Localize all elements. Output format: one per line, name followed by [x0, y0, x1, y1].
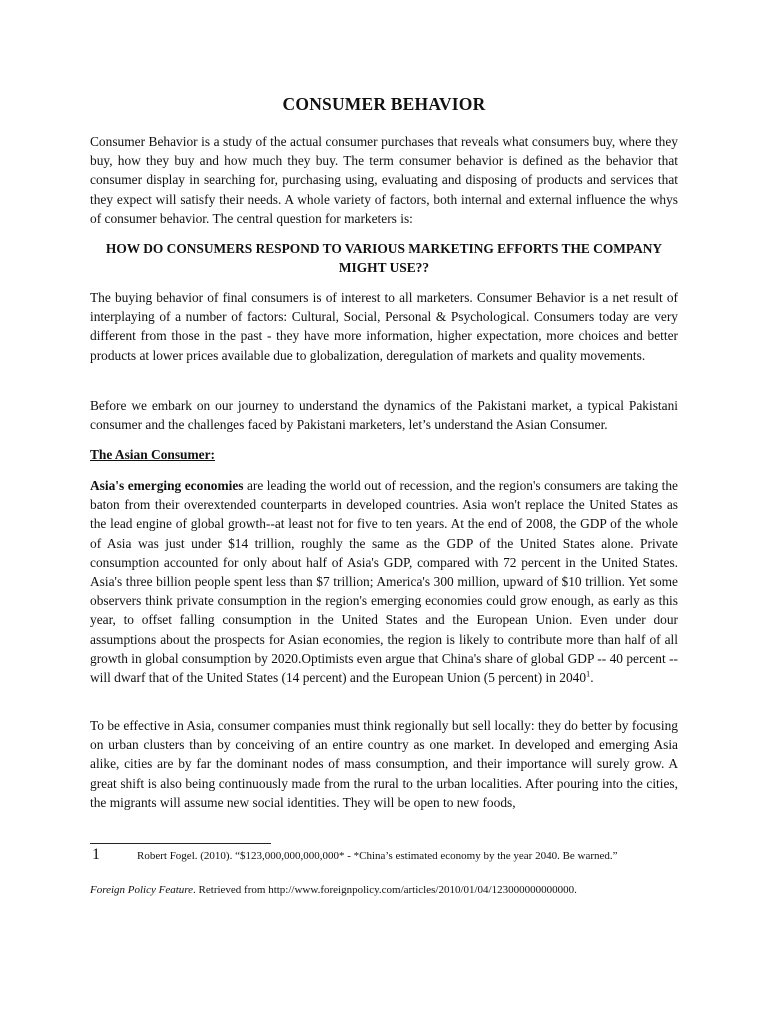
footnote-retrieved: . Retrieved from http://www.foreignpolicy.com/articles/2010/01/04/123000000000000. [193, 884, 577, 896]
footnote-reference: 1 [586, 668, 591, 679]
footnote-source-line [90, 883, 678, 897]
asian-economies-end: . [590, 670, 594, 686]
buying-behavior-paragraph: The buying behavior of final consumers is of interest to all marketers. Consumer Behavior is a net result of interplaying of a number of factors: Cultural, Social, Personal & Psychological. Consumers today are very different from those in the past - they have more information, higher expectation, more choices and better products at lower prices available due to globalization, deregulation of markets and quality movements. [90, 290, 678, 363]
asian-economies-lead: Asia's emerging economies [90, 478, 244, 493]
footnote-source: Foreign Policy Feature [90, 884, 194, 896]
document-title: CONSUMER BEHAVIOR [282, 94, 486, 114]
central-question: HOW DO CONSUMERS RESPOND TO VARIOUS MARKETING EFFORTS THE COMPANY MIGHT USE?? [105, 241, 663, 276]
footnote-number: 1 [92, 846, 100, 863]
intro-paragraph: Consumer Behavior is a study of the actual consumer purchases that reveals what consumers buy, where they buy, how they buy and how much they buy. The term consumer behavior is defined as the behavior that consumer display in searching for, purchasing using, evaluating and disposing of products and services that they expect will satisfy their needs. A whole variety of factors, both internal and external influence the whys of consumer behavior. The central question for marketers is: [90, 134, 678, 226]
asian-economies-paragraph [90, 476, 678, 687]
regional-strategy-paragraph: To be effective in Asia, consumer companies must think regionally but sell locally: they do better by focusing on urban clusters than by conceiving of an entire country as one market. In developed and emerging Asia alike, cities are by far the dominant nodes of mass consumption, and their importance will surely grow. A great shift is also being continuously made from the rural to the urban localities. After pouring into the cities, the migrants will assume new social identities. They will be open to new foods, [90, 718, 678, 810]
section-heading-asian-consumer: The Asian Consumer: [90, 447, 215, 462]
pakistani-market-paragraph: Before we embark on our journey to understand the dynamics of the Pakistani market, a typical Pakistani consumer and the challenges faced by Pakistani marketers, let’s understand the Asian Consumer. [90, 398, 678, 433]
footnote-citation: Robert Fogel. (2010). “$123,000,000,000,000* - *China’s estimated economy by the year 2040. Be warned.” [137, 850, 618, 862]
asian-economies-body: are leading the world out of recession, and the region's consumers are taking the baton from their overextended counterparts in developed countries. Asia won't replace the United States as the lead engine of global growth--at least not for five to ten years. At the end of 2008, the GDP of the whole of Asia was just under $14 trillion, roughly the same as the GDP of the United States alone. Private consumption accounted for only about half of Asia's GDP, compared with 72 percent in the United States. Asia's three billion people spent less than $7 trillion; America's 300 million, upward of $10 trillion. Yet some observers think private consumption in the region's emerging economies could grow enough, as early as this year, to offset falling consumption in the United States and the European Union. Even under dour assumptions about the prospects for Asian economies, the region is likely to contribute more than half of all growth in global consumption by 2020.Optimists even argue that China's share of global GDP -- 40 percent -- will dwarf that of the United States (14 percent) and the European Union (5 percent) in 2040 [90, 478, 678, 686]
footnote-separator [90, 843, 271, 844]
